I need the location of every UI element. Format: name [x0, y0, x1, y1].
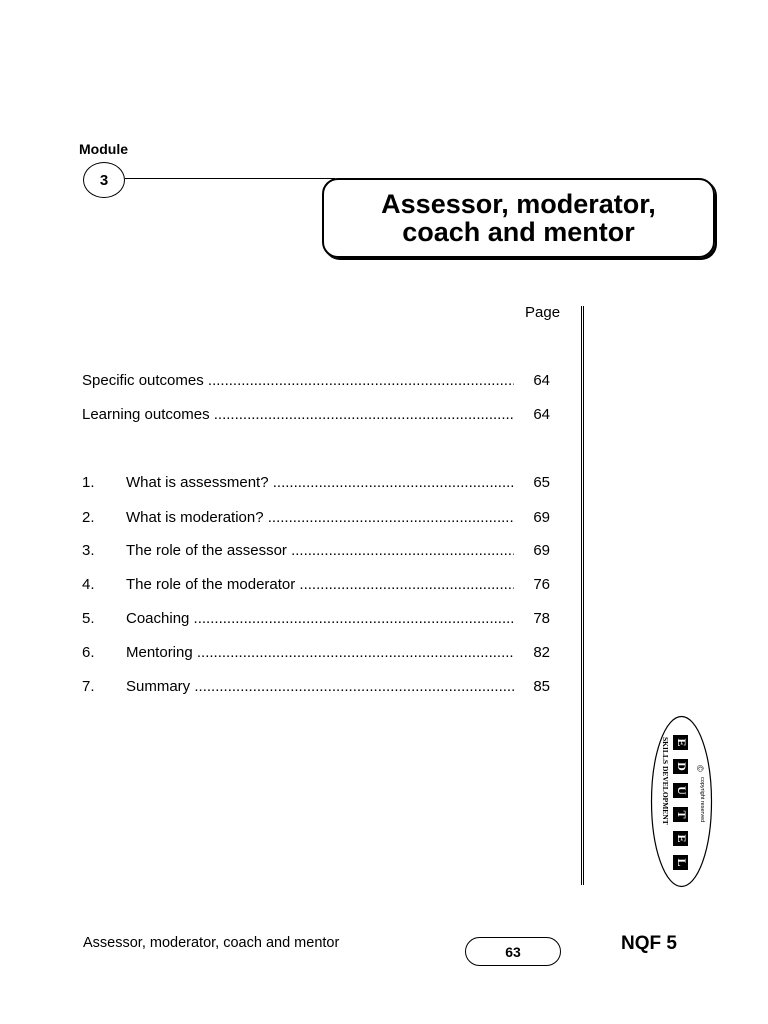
toc-item-text: What is assessment? .....	[126, 474, 514, 491]
svg-text:copyright reserved: copyright reserved	[699, 777, 705, 823]
toc-page-column-label: Page	[525, 304, 561, 321]
toc-item-row[interactable]	[82, 644, 550, 664]
edutel-logo	[650, 715, 713, 888]
toc-item-number: 5.	[82, 610, 95, 627]
svg-text:E: E	[674, 834, 689, 843]
toc-item-row[interactable]	[82, 610, 550, 630]
footer-nqf-level: NQF 5	[621, 933, 677, 954]
toc-item-page: 65	[533, 474, 550, 491]
module-connector-line	[125, 178, 335, 179]
toc-item-number: 1.	[82, 474, 95, 491]
toc-item-number: 7.	[82, 678, 95, 695]
toc-entry-text: Learning outcomes .....	[82, 406, 514, 423]
module-label: Module	[79, 141, 128, 157]
module-title-line-1: Assessor, moderator,	[381, 189, 656, 219]
toc-item-row[interactable]	[82, 576, 550, 596]
toc-item-page: 76	[533, 576, 550, 593]
footer-module-title: Assessor, moderator, coach and mentor	[83, 935, 340, 951]
toc-item-number: 6.	[82, 644, 95, 661]
toc-entry-page: 64	[533, 372, 550, 389]
svg-text:©: ©	[695, 765, 705, 772]
svg-text:T: T	[674, 810, 689, 819]
module-number-badge: 3	[83, 162, 125, 198]
toc-item-text: The role of the assessor .....	[126, 542, 514, 559]
toc-item-number: 2.	[82, 509, 95, 526]
toc-item-page: 69	[533, 542, 550, 559]
svg-text:L: L	[674, 858, 689, 867]
toc-item-row[interactable]	[82, 678, 550, 698]
toc-item-row[interactable]	[82, 542, 550, 562]
svg-text:SKILLS DEVELOPMENT: SKILLS DEVELOPMENT	[661, 737, 670, 825]
toc-item-number: 3.	[82, 542, 95, 559]
module-title-line-2: coach and mentor	[402, 217, 635, 247]
svg-text:E: E	[674, 738, 689, 747]
svg-text:U: U	[674, 786, 689, 795]
toc-item-page: 78	[533, 610, 550, 627]
svg-text:D: D	[674, 762, 689, 771]
toc-item-text: What is moderation? .....	[126, 509, 514, 526]
toc-item-page: 82	[533, 644, 550, 661]
toc-item-text: Summary .....	[126, 678, 514, 695]
toc-item-text: The role of the moderator .....	[126, 576, 514, 593]
toc-item-row[interactable]	[82, 474, 550, 494]
toc-entry-page: 64	[533, 406, 550, 423]
toc-item-number: 4.	[82, 576, 95, 593]
footer-page-number: 63	[465, 937, 561, 966]
toc-item-page: 69	[533, 509, 550, 526]
toc-intro-row[interactable]	[82, 406, 550, 426]
toc-item-page: 85	[533, 678, 550, 695]
toc-entry-text: Specific outcomes .....	[82, 372, 514, 389]
vertical-divider	[581, 306, 584, 885]
toc-item-row[interactable]	[82, 509, 550, 529]
toc-item-text: Mentoring .....	[126, 644, 514, 661]
toc-item-text: Coaching .....	[126, 610, 514, 627]
module-title-box	[322, 178, 715, 258]
toc-intro-row[interactable]	[82, 372, 550, 392]
